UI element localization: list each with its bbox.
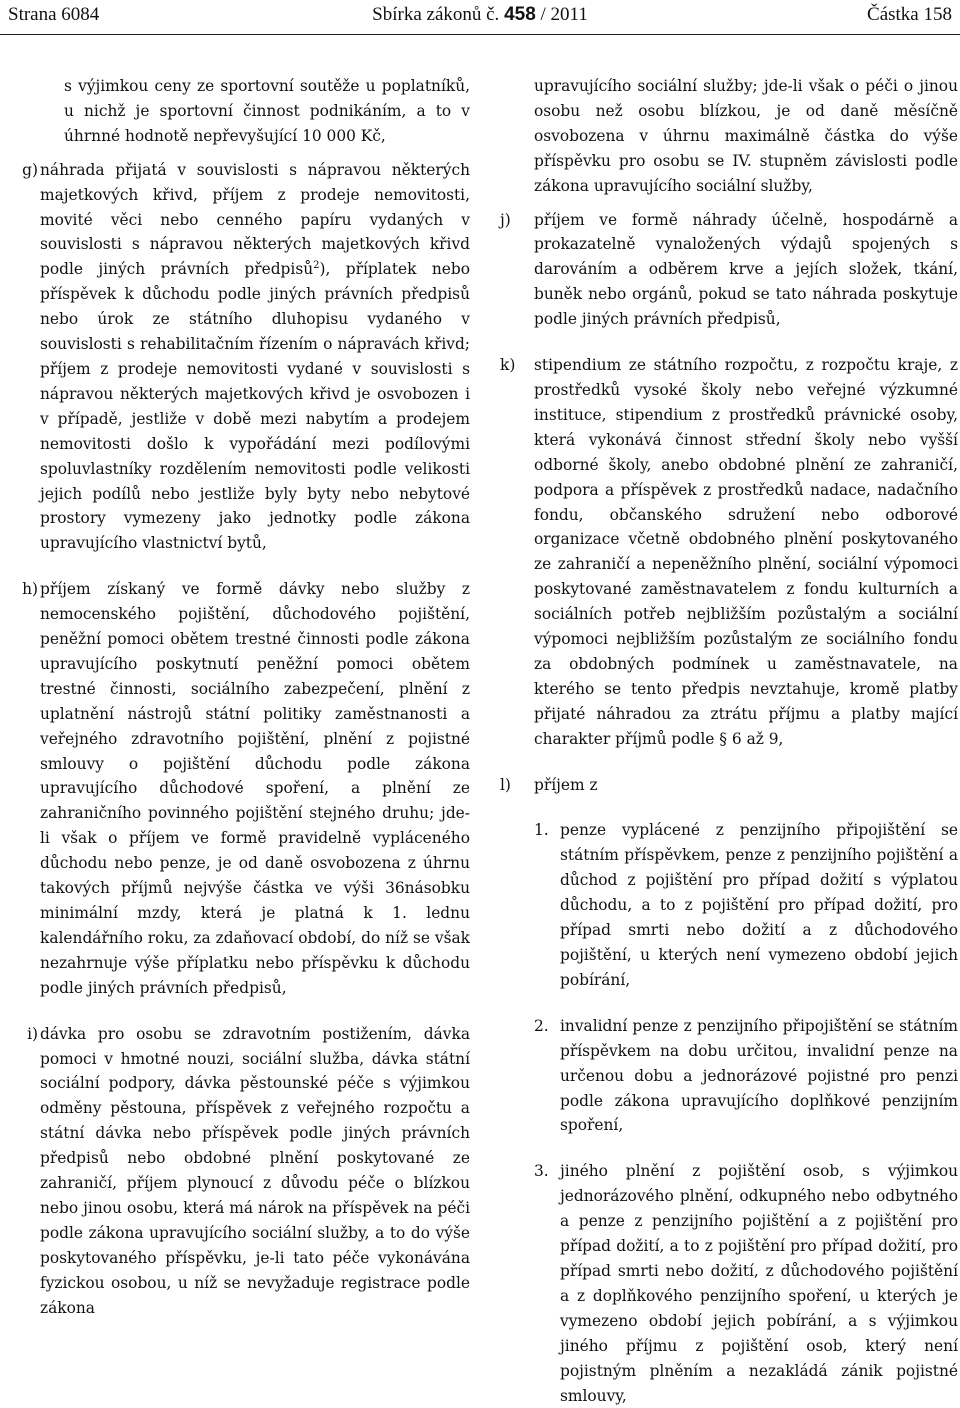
left-column bbox=[2, 74, 470, 1321]
list-item-i bbox=[2, 1022, 470, 1321]
sub-item-2 bbox=[502, 1014, 958, 1139]
item-text: příjem z bbox=[534, 775, 598, 794]
item-label: k) bbox=[500, 356, 516, 375]
list-item-h bbox=[2, 577, 470, 1000]
item-text: náhrada přijatá v souvislosti s nápravou některých majetkových křivd, příjem z prodeje nemovitosti, movité věci nebo cenného papíru vydaných v souvislosti s nápravou některých majetkových křivd podle jiných právních předpisů bbox=[40, 160, 470, 279]
list-item-j bbox=[500, 208, 958, 333]
sub-item-3 bbox=[502, 1159, 958, 1408]
item-text: příjem získaný ve formě dávky nebo služby z nemocenského pojištění, důchodového pojištění, peněžní pomoci obětem trestné činnosti podle zákona upravujícího poskytnutí peněžní pomoci obětem trestné činnosti, sociálního zabezpečení, plnění z uplatnění nástrojů státní politiky zaměstnanosti a veřejného zdravotního pojištění, plnění z pojistné smlouvy o pojištění důchodu podle zákona upravujícího důchodové spoření, a plnění ze zahraničního povinného pojištění stejného druhu; jde-li však o příjem ve formě pravidelně vypláceného důchodu nebo penze, je od daně osvobozena z úhrnu takových příjmů nejvýše částka ve výši 36násobku minimální mzdy, která je platná k 1. lednu kalendářního roku, za zdaňovací období, do níž se však nezahrnuje výše příplatku nebo příspěvku k důchodu podle jiných právních předpisů, bbox=[40, 580, 470, 997]
page-number: Strana 6084 bbox=[8, 4, 100, 25]
law-year: / 2011 bbox=[540, 4, 588, 25]
sub-item-text: penze vyplácené z penzijního připojištění se státním příspěvkem, penze z penzijního pojištění a důchod z pojištění pro případ dožití s výplatou důchodu, a to z pojištění pro případ dožití, pro případ smrti nebo dožití a z důchodového pojištění, u kterých není vymezeno období jejich pobírání, bbox=[560, 821, 958, 989]
sub-item-text: jiného plnění z pojištění osob, s výjimkou jednorázového plnění, odkupného nebo odbytného a penze z penzijního pojištění a z pojištění pro případ dožití, a to z pojištění pro případ dožití, pro případ smrti nebo dožití, z důchodového pojištění a z doplňkového penzijního spoření, u kterých je vymezeno období jejich pobírání, a s výjimkou jiného příjmu z pojištění osob, který není pojistným plněním a nezakládá zánik pojistné smlouvy, bbox=[560, 1162, 958, 1405]
collection-prefix: Sbírka zákonů č. bbox=[372, 4, 500, 25]
list-item-g bbox=[2, 158, 470, 557]
sub-item-number: 2. bbox=[534, 1016, 549, 1035]
item-label: g) bbox=[22, 160, 38, 179]
item-label: l) bbox=[500, 775, 511, 794]
page-header bbox=[0, 0, 960, 34]
item-text-after: ), příplatek nebo příspěvek k důchodu podle jiných právních předpisů nebo úrok ze státního dluhopisu vydaného v souvislosti s rehabilitačním řízením o nápravách křivd; příjem z prodeje nemovitosti vydané v souvislosti s nápravou některých majetkových křivd je osvobozen i v případě, jestliže v době mezi nabytím a prodejem nemovitosti došlo k vypořádání mezi podílovými spoluvlastníky rozdělením nemovitosti podle velikosti jejich podílů nebo jestliže byly byty nebo nebytové prostory vymezeny jako jednotky podle zákona upravujícího vlastnictví bytů, bbox=[40, 260, 470, 553]
collection-title bbox=[0, 4, 960, 26]
continuation-paragraph: s výjimkou ceny ze sportovní soutěže u poplatníků, u nichž je sportovní činnost podnikáním, a to v úhrnné hodnotě nepřevyšující 10 000 Kč, bbox=[64, 77, 470, 145]
list-item-l bbox=[500, 773, 958, 798]
sub-item-text: invalidní penze z penzijního připojištění se státním příspěvkem na dobu určitou, invalidní penze na určenou dobu a jednorázové pojistné pro penzi podle zákona upravujícího doplňkové penzijním spoření, bbox=[560, 1016, 958, 1135]
law-number: 458 bbox=[504, 4, 536, 25]
item-text: dávka pro osobu se zdravotním postižením, dávka pomoci v hmotné nouzi, sociální služba, dávka státní sociální podpory, dávka pěstounské péče s výjimkou odměny pěstouna, příspěvek z veřejného rozpočtu a státní dávka nebo příspěvek podle jiných právních předpisů nebo obdobné plnění poskytované ze zahraničí, příjem plynoucí z důvodu péče o blízkou nebo jinou osobu, která má nárok na příspěvek na péči podle zákona upravujícího sociální služby, a to do výše poskytovaného příspěvku, je-li tato péče vykonávána fyzickou osobou, u níž se nevyžaduje registrace podle zákona bbox=[40, 1024, 470, 1317]
continuation-paragraph: upravujícího sociální služby; jde-li však o péči o jinou osobu než osobu blízkou, je od daně měsíčně osvobozena v úhrnu maximálně částka do výše příspěvku pro osobu se IV. stupněm závislosti podle zákona upravujícího sociální služby, bbox=[534, 77, 958, 195]
sub-item-number: 1. bbox=[534, 821, 549, 840]
list-item-k bbox=[500, 353, 958, 752]
part-number: Částka 158 bbox=[867, 4, 952, 25]
item-text: příjem ve formě náhrady účelně, hospodárně a prokazatelně vynaložených výdajů spojených s darováním a odběrem krve a jejích složek, tkání, buněk nebo orgánů, pokud se tato náhrada poskytuje podle jiných právních předpisů, bbox=[534, 210, 958, 329]
item-label: h) bbox=[22, 580, 38, 599]
right-column bbox=[500, 74, 958, 1408]
item-text: stipendium ze státního rozpočtu, z rozpočtu kraje, z prostředků vysoké školy nebo veřejné výzkumné instituce, stipendium z prostředků právnické osoby, která vykonává činnost střední školy nebo vyšší odborné školy, anebo obdobné plnění ze zahraničí, podpora a příspěvek z prostředků nadace, nadačního fondu, občanského sdružení nebo odborové organizace včetně obdobného plnění poskytovaného ze zahraničí a nepeněžního plnění, sociální výpomoci poskytované zaměstnavatelem z fondu kulturních a sociálních potřeb nejbližším pozůstalým a sociální výpomoci nejbližším pozůstalým ze sociálního fondu za obdobných podmínek u zaměstnavatele, na kterého se tento předpis nevztahuje, kromě platby přijaté náhradou za ztrátu příjmu a platby mající charakter příjmů podle § 6 až 9, bbox=[534, 356, 958, 748]
item-label: j) bbox=[500, 210, 511, 229]
footnote-ref: 2 bbox=[313, 260, 320, 272]
sub-item-number: 3. bbox=[534, 1162, 549, 1181]
item-label: i) bbox=[27, 1024, 38, 1043]
sub-item-1 bbox=[502, 818, 958, 992]
header-rule bbox=[0, 34, 960, 35]
